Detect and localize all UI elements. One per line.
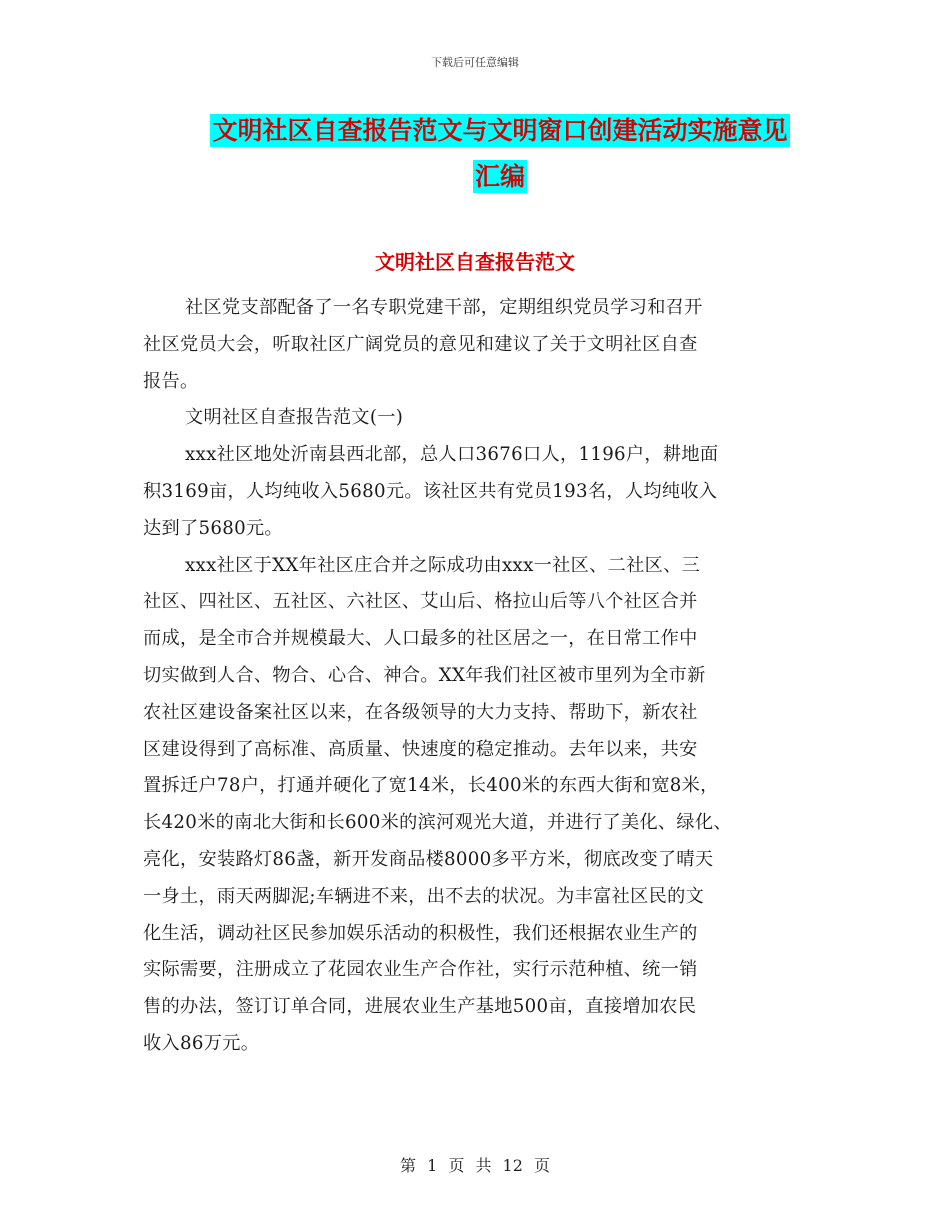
document-title-line-2: 汇编	[474, 162, 525, 191]
paragraph-line: 一身土，雨天两脚泥;车辆进不来，出不去的状况。为丰富社区民的文	[143, 885, 705, 907]
body-text	[143, 290, 823, 1063]
paragraph-line: xxx社区于XX年社区庄合并之际成功由xxx一社区、二社区、三	[185, 554, 701, 576]
paragraph	[143, 437, 823, 547]
paragraph-line: 置拆迁户78户，打通并硬化了宽14米，长400米的东西大街和宽8米，	[143, 775, 719, 797]
paragraph-line: 区建设得到了高标准、高质量、快速度的稳定推动。去年以来，共安	[143, 738, 698, 760]
paragraph-line: xxx社区地处沂南县西北部，总人口3676口人，1196户，耕地面	[185, 444, 719, 466]
paragraph-line: 积3169亩，人均纯收入5680元。该社区共有党员193名，人均纯收入	[143, 480, 718, 502]
paragraph-line: 化生活，调动社区民参加娱乐活动的积极性，我们还根据农业生产的	[143, 922, 698, 944]
paragraph-line: 售的办法，签订订单合同，进展农业生产基地500亩，直接增加农民	[143, 996, 697, 1018]
paragraph-line: 农社区建设备案社区以来，在各级领导的大力支持、帮助下，新农社	[143, 701, 698, 723]
paragraph-line: 社区、四社区、五社区、六社区、艾山后、格拉山后等八个社区合并	[143, 591, 698, 613]
paragraph-line: 切实做到人合、物合、心合、神合。XX年我们社区被市里列为全市新	[143, 664, 706, 686]
document-title-line-1: 文明社区自查报告范文与文明窗口创建活动实施意见	[212, 116, 788, 145]
paragraph-line: 长420米的南北大街和长600米的滨河观光大道，并进行了美化、绿化、	[143, 812, 732, 834]
section-title: 文明社区自查报告范文	[375, 250, 575, 274]
paragraph	[143, 548, 823, 1063]
paragraph-line: 亮化，安装路灯86盏，新开发商品楼8000多平方米，彻底改变了晴天	[143, 848, 714, 870]
header-note: 下载后可任意编辑	[431, 56, 519, 69]
paragraph-line: 实际需要，注册成立了花园农业生产合作社，实行示范种植、统一销	[143, 959, 698, 981]
paragraph-line: 达到了5680元。	[143, 517, 283, 539]
paragraph	[143, 400, 823, 437]
paragraph-line: 报告。	[143, 370, 199, 392]
paragraph-line: 收入86万元。	[143, 1032, 260, 1054]
paragraph-line: 文明社区自查报告范文(一)	[185, 407, 404, 429]
paragraph-line: 社区党员大会，听取社区广阔党员的意见和建议了关于文明社区自查	[143, 333, 698, 355]
page-footer: 第 1 页 共 12 页	[400, 1156, 550, 1175]
document-title	[150, 108, 850, 200]
paragraph-line: 社区党支部配备了一名专职党建干部，定期组织党员学习和召开	[185, 297, 703, 318]
paragraph-line: 而成，是全市合并规模最大、人口最多的社区居之一，在日常工作中	[143, 628, 698, 650]
paragraph	[143, 290, 823, 400]
